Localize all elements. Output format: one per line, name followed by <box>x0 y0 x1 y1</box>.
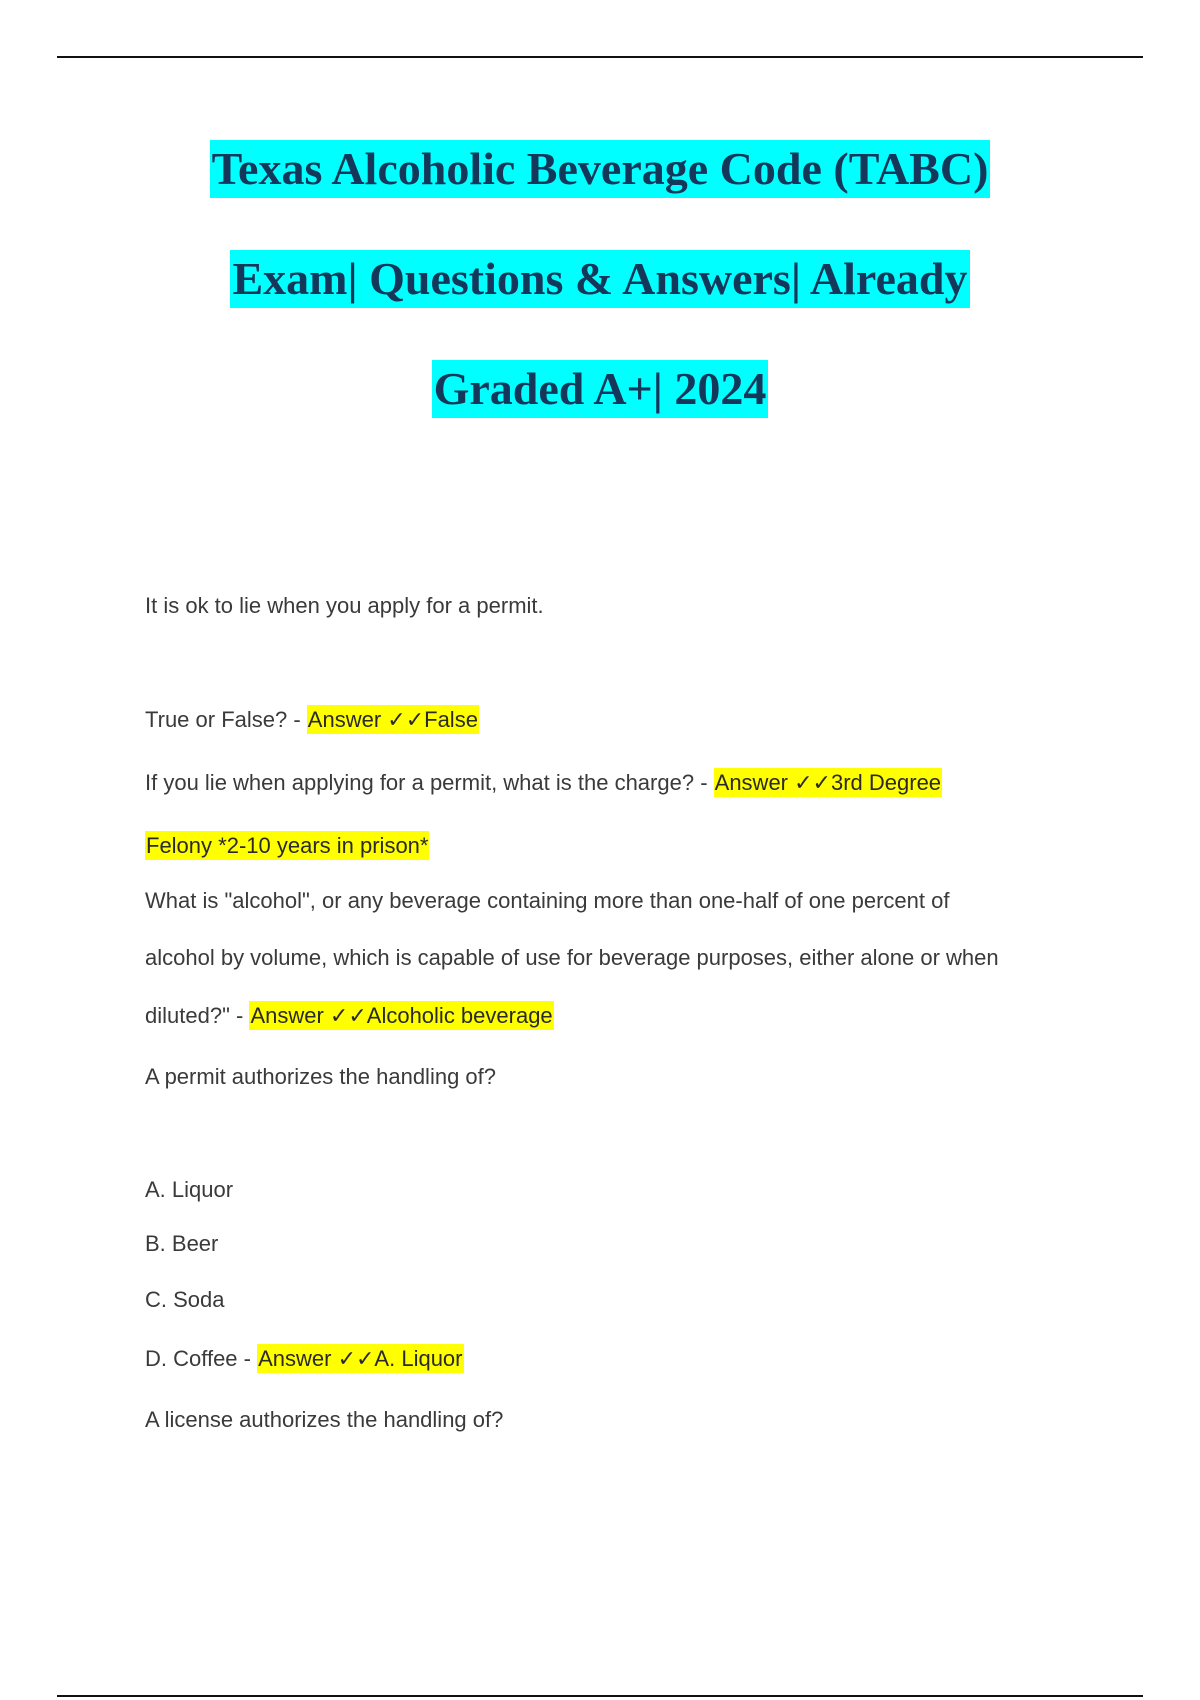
question-4: A permit authorizes the handling of? <box>145 1064 497 1089</box>
question-3-line-2: alcohol by volume, which is capable of use for beverage purposes, either alone or when <box>145 945 999 970</box>
question-4-option-c: C. Soda <box>145 1287 225 1312</box>
question-3-line-3: diluted?" - Answer ✓✓Alcoholic beverage <box>145 1003 553 1028</box>
answer-highlight: Answer ✓✓Alcoholic beverage <box>250 1003 553 1028</box>
title-line-2: Exam| Questions & Answers| Already <box>230 250 969 308</box>
bottom-rule <box>57 1695 1143 1697</box>
document-title <box>0 140 1200 470</box>
answer-highlight: Felony *2-10 years in prison* <box>146 833 429 858</box>
answer-highlight: Answer ✓✓False <box>307 707 478 732</box>
answer-highlight: Answer ✓✓3rd Degree <box>714 770 942 795</box>
question-2-answer-continued <box>145 829 429 863</box>
title-line-3: Graded A+| 2024 <box>432 360 769 418</box>
question-3-line-1: What is "alcohol", or any beverage containing more than one-half of one percent of <box>145 888 950 913</box>
question-4-option-d: D. Coffee - Answer ✓✓A. Liquor <box>145 1346 463 1371</box>
question-5: A license authorizes the handling of? <box>145 1407 504 1432</box>
question-4-option-a: A. Liquor <box>145 1177 234 1202</box>
title-line-1: Texas Alcoholic Beverage Code (TABC) <box>210 140 991 198</box>
top-rule <box>57 56 1143 58</box>
question-2: If you lie when applying for a permit, what is the charge? - Answer ✓✓3rd Degree <box>145 770 942 795</box>
question-1-statement: It is ok to lie when you apply for a permit. <box>145 593 544 618</box>
question-4-option-b: B. Beer <box>145 1231 219 1256</box>
answer-highlight: Answer ✓✓A. Liquor <box>258 1346 463 1371</box>
question-1-prompt: True or False? - Answer ✓✓False <box>145 707 478 732</box>
